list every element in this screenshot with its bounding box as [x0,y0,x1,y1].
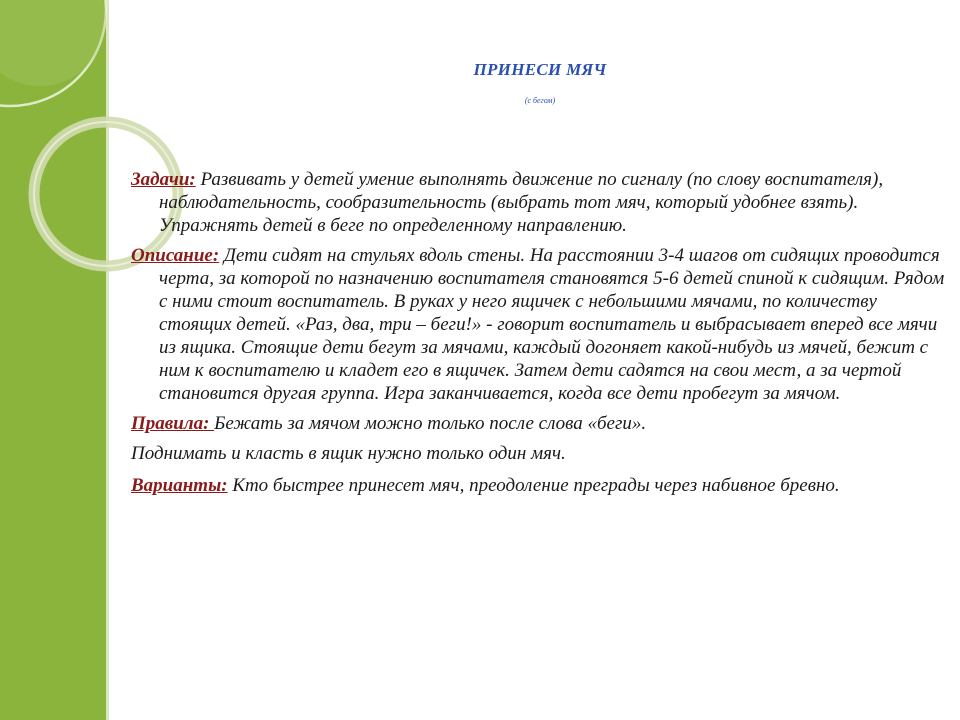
rules-paragraph [131,412,951,435]
slide-title: ПРИНЕСИ МЯЧ [473,60,607,79]
variants-label: Варианты: [131,475,228,496]
variants-text: Кто быстрее принесет мяч, преодоление преграды через набивное бревно. [227,475,840,496]
content-body [131,168,951,504]
tasks-label: Задачи: [131,169,196,190]
slide-subtitle: (с бегом) [524,96,556,105]
description-paragraph [131,244,951,405]
rules-extra-paragraph: Поднимать и класть в ящик нужно только один мяч. [131,443,566,464]
tasks-text: Развивать у детей умение выполнять движение по сигналу (по слову воспитателя), наблюдательность, сообразительность (выбрать тот мяч, который удобнее взять). Упражнять детей в беге по определенному направлению. [159,169,884,236]
description-text: Дети сидят на стульях вдоль стены. На расстоянии 3-4 шагов от сидящих проводится черта, за которой по назначению воспитателя становятся 5-6 детей спиной к сидящим. Рядом с ними стоит воспитатель. В руках у него ящичек с небольшими мячами, по количеству стоящих детей. «Раз, два, три – беги!» - говорит воспитатель и выбрасывает вперед все мячи из ящика. Стоящие дети бегут за мячами, каждый догоняет какой-нибудь из мячей, бежит с ним к воспитателю и кладет его в ящичек. Затем дети садятся на свои мест, а за чертой становится другая группа. Игра заканчивается, когда все дети пробегут за мячом. [159,245,945,404]
description-label: Описание: [131,245,220,266]
rules-label: Правила: [131,413,215,434]
variants-paragraph [131,474,951,497]
tasks-paragraph [131,168,951,237]
rules-text: Бежать за мячом можно только после слова «беги». [214,413,647,434]
